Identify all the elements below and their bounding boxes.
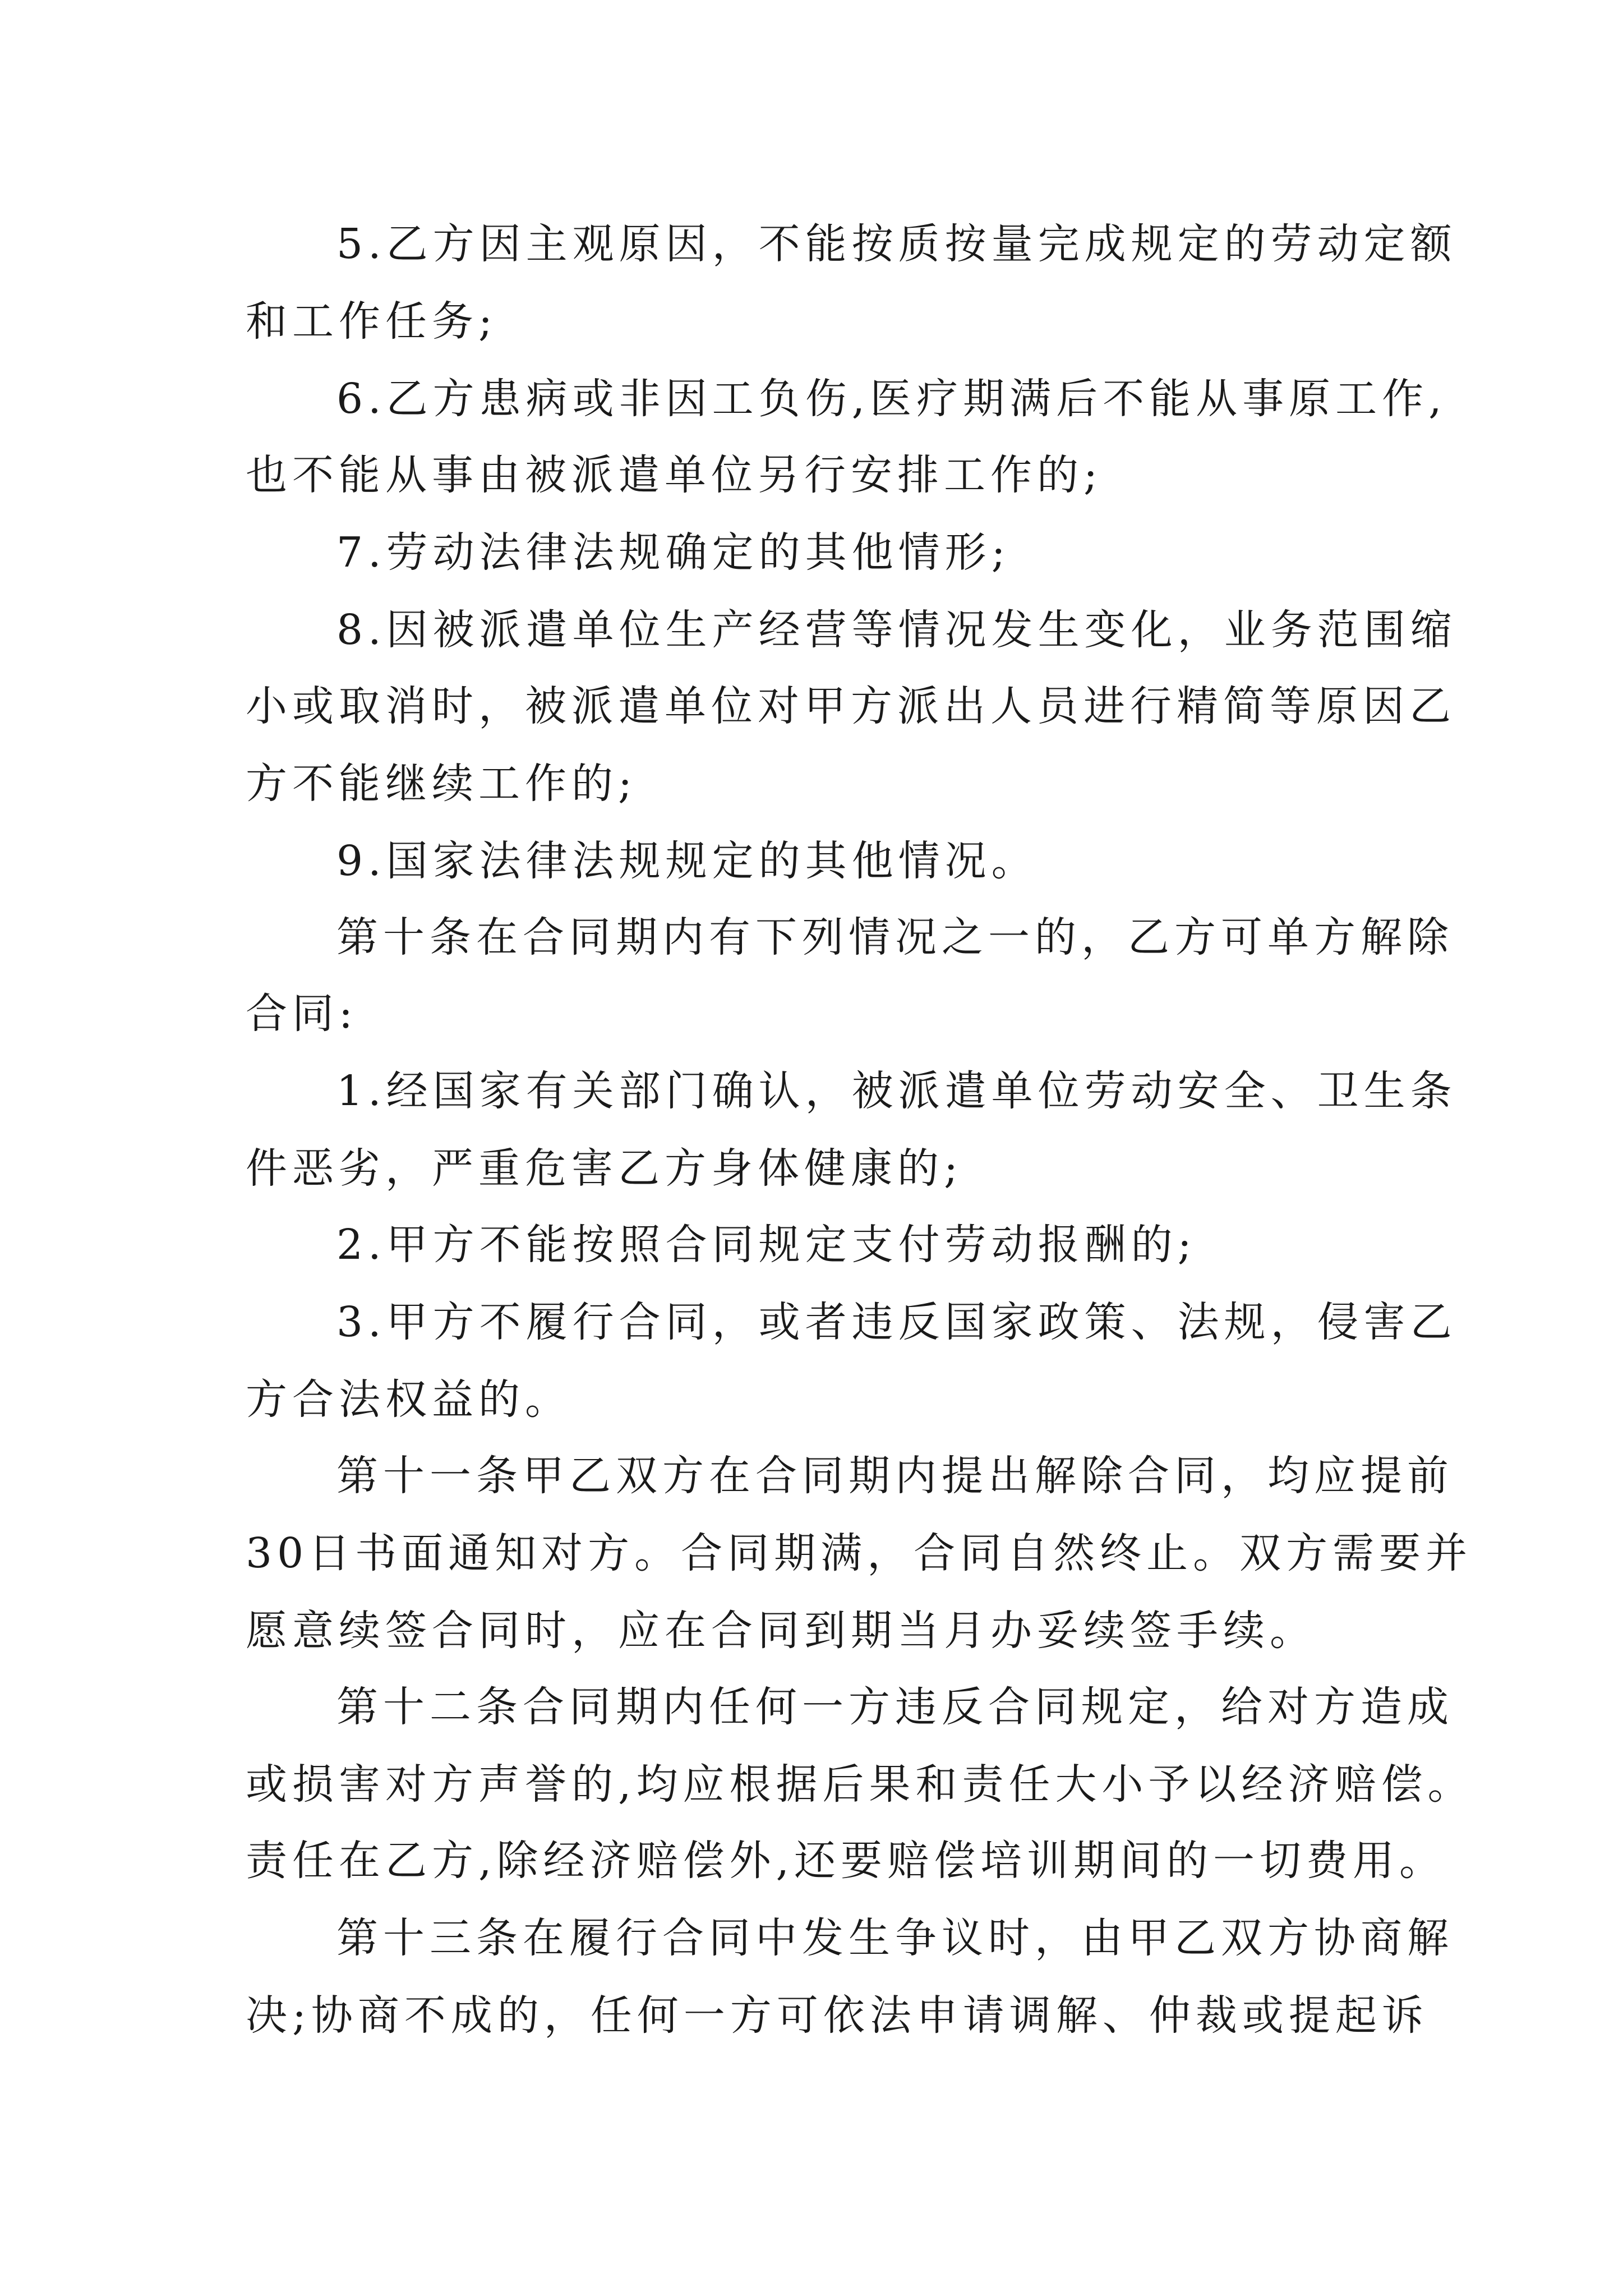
- text-line: 决;协商不成的，任何一方可依法申请调解、仲裁或提起诉: [246, 1991, 1428, 2040]
- text-line: 件恶劣，严重危害乙方身体健康的;: [246, 1144, 963, 1193]
- text-line: 5.乙方因主观原因，不能按质按量完成规定的劳动定额: [336, 220, 1457, 268]
- text-line: 第十一条甲乙双方在合同期内提出解除合同，均应提前: [336, 1452, 1454, 1500]
- text-line: 或损害对方声誉的,均应根据后果和责任大小予以经济赔偿。: [246, 1760, 1474, 1809]
- text-line: 8.因被派遣单位生产经营等情况发生变化，业务范围缩: [336, 606, 1457, 654]
- text-line: 第十条在合同期内有下列情况之一的，乙方可单方解除: [336, 913, 1454, 961]
- text-line: 2.甲方不能按照合同规定支付劳动报酬的;: [336, 1221, 1197, 1269]
- text-line: 责任在乙方,除经济赔偿外,还要赔偿培训期间的一切费用。: [246, 1837, 1446, 1885]
- text-line: 6.乙方患病或非因工负伤,医疗期满后不能从事原工作,: [336, 375, 1447, 423]
- text-line: 方不能继续工作的;: [246, 760, 637, 808]
- text-line: 方合法权益的。: [246, 1375, 571, 1424]
- text-line: 愿意续签合同时，应在合同到期当月办妥续签手续。: [246, 1607, 1316, 1655]
- text-line: 3.甲方不履行合同，或者违反国家政策、法规，侵害乙: [336, 1298, 1457, 1346]
- text-line: 和工作任务;: [246, 297, 497, 346]
- text-line: 也不能从事由被派遣单位另行安排工作的;: [246, 451, 1103, 499]
- text-line: 第十三条在履行合同中发生争议时，由甲乙双方协商解: [336, 1914, 1454, 1962]
- text-line: 1.经国家有关部门确认，被派遣单位劳动安全、卫生条: [336, 1067, 1457, 1115]
- text-line: 小或取消时，被派遣单位对甲方派出人员进行精简等原因乙: [246, 682, 1456, 730]
- text-line: 9.国家法律法规规定的其他情况。: [336, 837, 1038, 885]
- text-line: 合同:: [246, 990, 358, 1038]
- text-line: 7.劳动法律法规确定的其他情形;: [336, 528, 1011, 577]
- text-line: 30日书面通知对方。合同期满，合同自然终止。双方需要并: [246, 1529, 1473, 1577]
- text-line: 第十二条合同期内任何一方违反合同规定，给对方造成: [336, 1683, 1454, 1731]
